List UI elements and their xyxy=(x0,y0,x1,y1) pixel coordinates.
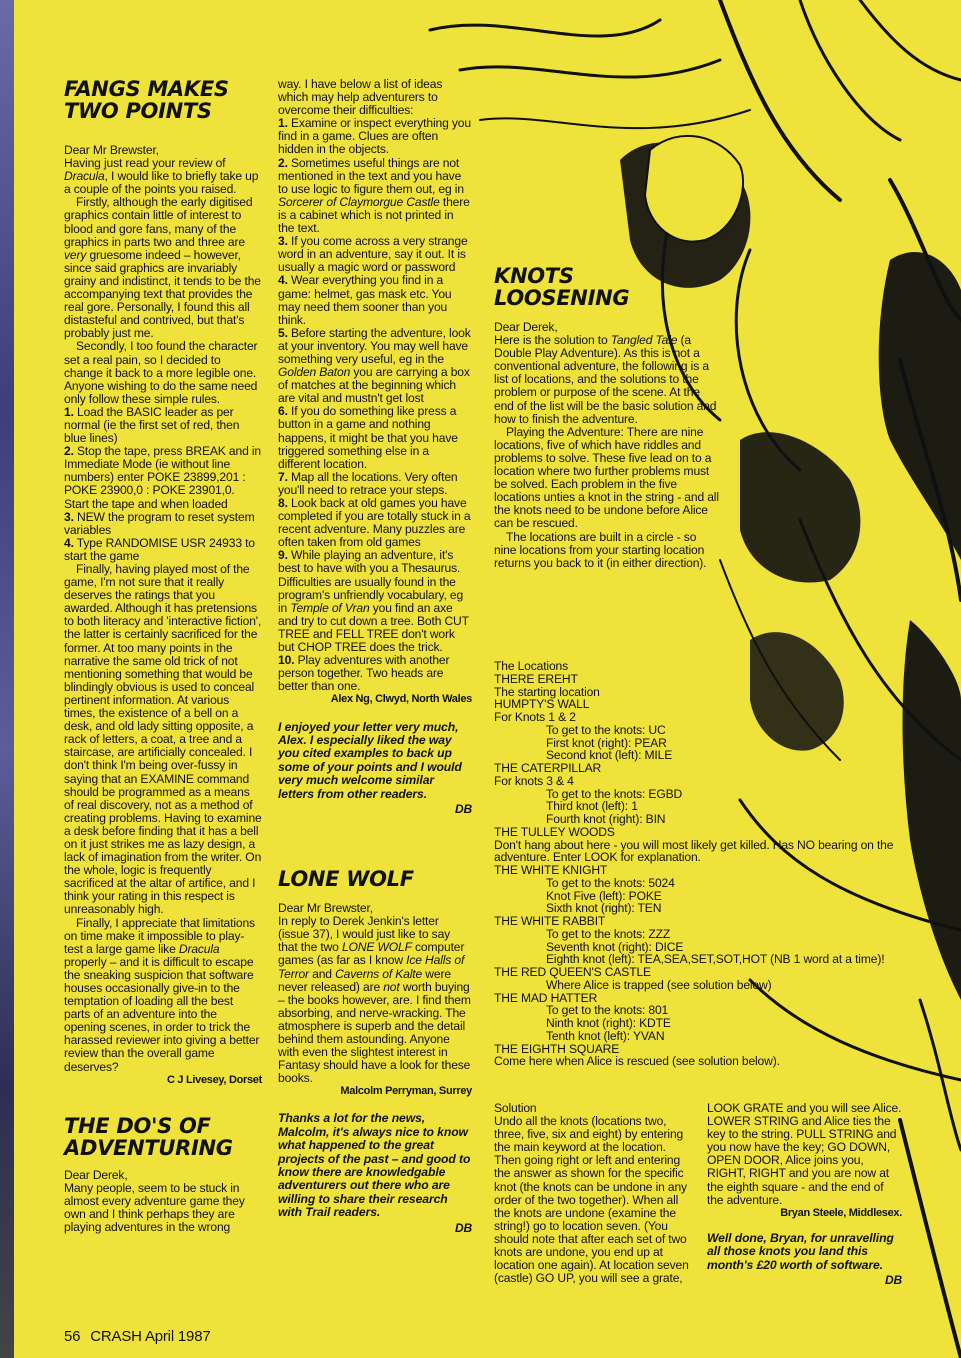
text-run: Dracula xyxy=(178,941,220,956)
location-detail: Third knot (left): 1 xyxy=(546,799,638,814)
text-run: Temple of Vran xyxy=(290,600,370,615)
editor-signature-dos: DB xyxy=(454,801,472,816)
location-detail: Knot Five (left): POKE xyxy=(546,888,662,903)
text-run: not xyxy=(383,979,400,994)
location-detail: To get to the knots: EGBD xyxy=(546,786,683,801)
text-run: Dear Mr Brewster, xyxy=(278,901,373,916)
text-run: Sometimes useful things are not mentioned in the text and you have to use logic to figure them out, eg in xyxy=(278,155,464,196)
paragraph xyxy=(278,274,472,326)
text-run: Wear everything you find in a game: helmet, gas mask etc. You may need them sooner than you think. xyxy=(278,273,452,327)
paragraph xyxy=(494,334,720,426)
paragraph xyxy=(278,654,472,693)
paragraph xyxy=(278,327,472,406)
letter-dos-body-start xyxy=(64,1169,262,1234)
text-run: In reply to Derek Jenkin's letter (issue 37), I would just like to say that the two xyxy=(278,914,451,955)
location-line: The starting location xyxy=(494,684,600,699)
letter-knots-intro xyxy=(494,321,720,570)
text-run: Many people, seem to be stuck in almost every adventure game they own and I think perhaps they are playing adventures in the wrong xyxy=(64,1180,245,1235)
text-run: , I would like to briefly take up a couple of the points you raised. xyxy=(64,169,259,197)
knots-solution-right-body xyxy=(707,1102,902,1207)
letter-fangs-body xyxy=(64,144,262,1074)
headline-fangs: FANGS MAKES TWO POINTS xyxy=(64,77,229,123)
text-run: (a Double Play Adventure). As this is not a conventional adventure, the following is a list of locations, and the solutions to the problem or purpose of the scene. At the end of the list will be the basic solution and how to finish the adventure. xyxy=(494,333,717,426)
text-run: Golden Baton xyxy=(278,365,351,380)
editor-reply-knots: Well done, Bryan, for unravelling all those knots you land this month's £20 worth of software. xyxy=(707,1230,894,1272)
paragraph xyxy=(494,531,720,570)
location-detail: To get to the knots: UC xyxy=(546,722,666,737)
text-run: Dear Derek, xyxy=(64,1167,128,1182)
column-middle xyxy=(278,78,472,1235)
paragraph xyxy=(278,117,472,156)
page-number: 56 xyxy=(64,1328,81,1345)
text-run: Type RANDOMISE USR 24933 to start the game xyxy=(64,535,255,563)
magazine-issue: CRASH April 1987 xyxy=(90,1328,211,1345)
paragraph xyxy=(64,157,262,196)
headline-knots: KNOTS LOOSENING xyxy=(494,264,630,310)
text-run: Undo all the knots (locations two, three, five, six and eight) by entering the main keyword at the location. Then going right or left and entering the answer as shown for the specific knot (the knots can be undone in any order of the two together). When all the knots are undone (examine the string!) go to location seven. (You should note that after each set of two knots are undone, you end up at location one again). At location seven (castle) GO UP, you will see a grate, xyxy=(494,1114,689,1286)
text-run: LONE WOLF xyxy=(341,940,412,955)
paragraph xyxy=(278,235,472,274)
list-number: 3. xyxy=(64,509,74,524)
paragraph xyxy=(494,1115,692,1285)
text-run: worth buying – the books however, are. I find them absorbing, and nerve-wracking. The atmosphere is superb and the detail behind them astounding. Anyone with even the slightest interest in Fantasy should have a look for these books. xyxy=(278,979,471,1086)
text-run: Map all the locations. Very often you'll need to retrace your steps. xyxy=(278,469,458,497)
list-number: 4. xyxy=(278,273,288,288)
list-number: 7. xyxy=(278,469,288,484)
location-line: THE WHITE KNIGHT xyxy=(494,863,608,877)
text-run: Caverns of Kalte xyxy=(335,966,423,981)
list-number: 6. xyxy=(278,404,288,419)
text-run: Playing the Adventure: There are nine locations, five of which have riddles and problems to solve. These five lead on to a location where two further problems must be solved. Each problem in the five locations unties a knot in the string - and all the knots need to be undone before Alice can be rescued. xyxy=(494,424,719,531)
text-run: Finally, I appreciate that limitations on time make it impossible to play-test a large game like xyxy=(64,915,255,956)
list-number: 1. xyxy=(278,116,288,131)
list-number: 2. xyxy=(64,444,74,459)
text-run: Dear Mr Brewster, xyxy=(64,143,159,157)
text-run: Tangled Tale xyxy=(610,333,678,348)
paragraph xyxy=(64,406,262,445)
headline-lonewolf: LONE WOLF xyxy=(278,867,414,892)
text-run: NEW the program to reset system variables xyxy=(64,509,255,537)
location-line: THE RED QUEEN'S CASTLE xyxy=(494,965,651,979)
text-run: Here is the solution to xyxy=(494,333,611,348)
location-line: Don't hang about here - you will most likely get killed. Has NO bearing on the adventure. Enter LOOK for explanation. xyxy=(494,837,894,865)
location-line: THE MAD HATTER xyxy=(494,990,598,1005)
location-line: HUMPTY'S WALL xyxy=(494,697,590,712)
text-run: you are carrying a box of matches at the beginning which are vital and mustn't get lost xyxy=(278,365,470,406)
location-line: THERE EREHT xyxy=(494,671,578,686)
paragraph xyxy=(64,445,262,510)
editor-signature-lonewolf: DB xyxy=(454,1220,472,1235)
paragraph xyxy=(64,537,262,563)
list-number: 2. xyxy=(278,155,288,170)
text-run: Load the BASIC leader as per normal (ie the first set of red, then blue lines) xyxy=(64,404,240,446)
text-run: gruesome indeed – however, since said graphics are invariably grainy and indistinct, it tends to be the accompanying text that provides the real gore. Personally, I found this all distasteful and contrived, but that's probably just me. xyxy=(64,247,261,341)
text-run: computer games (as far as I know xyxy=(278,940,465,968)
paragraph xyxy=(64,563,262,917)
column-knots xyxy=(494,265,720,570)
location-line: For knots 3 & 4 xyxy=(494,773,574,788)
paragraph xyxy=(278,915,472,1085)
text-run: and xyxy=(308,966,336,981)
paragraph xyxy=(278,78,472,117)
text-run: Secondly, I too found the character set a real pain, so I decided to change it back to a more legible one. Anyone wishing to do the same need only follow these simple rules. xyxy=(64,339,258,406)
list-number: 4. xyxy=(64,535,74,550)
location-line: The Locations xyxy=(494,659,569,673)
text-run: Dracula xyxy=(64,169,105,184)
text-run: Before starting the adventure, look at your inventory. You may well have something very useful, eg in the xyxy=(278,325,471,366)
knots-location-list xyxy=(494,660,904,1068)
editor-reply-lonewolf: Thanks a lot for the news, Malcolm, it's always nice to know what happened to the great projects of the past – and good to know there are knowledgable adventurers out there who are willing to share their research with Trail readers. xyxy=(278,1111,471,1220)
location-line: THE CATERPILLAR xyxy=(494,761,602,775)
column-left xyxy=(64,78,262,1234)
letter-lonewolf-body xyxy=(278,902,472,1085)
text-run: LOOK GRATE and you will see Alice. LOWER STRING and Alice ties the key to the string. PULL STRING and you now have the key; GO DOWN, OPEN DOOR, Alice joins you, RIGHT, RIGHT and you are now at the eighth square - and the end of the adventure. xyxy=(707,1101,902,1207)
paragraph xyxy=(494,426,720,531)
text-run: Solution xyxy=(494,1101,537,1115)
page-footer xyxy=(64,1328,221,1345)
signature-fangs: C J Livesey, Dorset xyxy=(167,1073,262,1086)
headline-dos: THE DO'S OF ADVENTURING xyxy=(64,1113,233,1160)
location-detail: Ninth knot (right): KDTE xyxy=(546,1016,671,1030)
text-run: If you come across a very strange word in an adventure, say it out. It is usually a magic word or password xyxy=(278,234,468,275)
signature-knots: Bryan Steele, Middlesex. xyxy=(780,1206,902,1219)
text-run: Dear Derek, xyxy=(494,320,558,334)
location-line: For Knots 1 & 2 xyxy=(494,710,576,724)
letter-dos-body-continued xyxy=(278,78,472,693)
list-number: 10. xyxy=(278,653,295,668)
text-run: If you do something like press a button in a game and nothing happens, it might be that you have triggered something else in a different location. xyxy=(278,404,458,471)
text-run: The locations are built in a circle - so nine locations from your starting location returns you back to it (in either direction). xyxy=(494,529,707,570)
paragraph xyxy=(64,917,262,1074)
paragraph xyxy=(64,196,262,340)
paragraph xyxy=(64,511,262,537)
location-detail: Sixth knot (right): TEN xyxy=(546,901,662,916)
paragraph xyxy=(278,549,472,654)
text-run: While playing an adventure, it's best to have with you a Thesaurus. Difficulties are usually found in the program's unfriendly vocabulary, eg in xyxy=(278,548,464,615)
text-run: Play adventures with another person together. Two heads are better than one. xyxy=(278,653,450,694)
paragraph xyxy=(278,497,472,549)
location-detail: Seventh knot (right): DICE xyxy=(546,939,684,954)
location-detail: Fourth knot (right): BIN xyxy=(546,812,666,826)
text-run: properly – and it is difficult to escape the sneaking suspicion that software houses occasionally give-in to the temptation of loading all the best parts of an adventure into the opening scenes, in order to trick the harassed reviewer into giving a better review than the overall game deserves? xyxy=(64,954,260,1074)
text-run: Sorcerer of Claymorgue Castle xyxy=(278,194,440,209)
text-run: very xyxy=(64,247,87,262)
editor-signature-knots: DB xyxy=(884,1273,902,1288)
binding-edge xyxy=(0,0,14,1358)
location-line: Come here when Alice is rescued (see solution below). xyxy=(494,1054,780,1069)
list-number: 9. xyxy=(278,548,288,563)
text-run: were never released) are xyxy=(278,966,451,994)
list-number: 3. xyxy=(278,234,288,249)
location-detail: To get to the knots: 801 xyxy=(546,1003,669,1018)
paragraph xyxy=(64,340,262,405)
paragraph xyxy=(64,1182,262,1234)
text-run: Stop the tape, press BREAK and in Immediate Mode (ie without line numbers) enter POKE 23899,201 : POKE 23900,0 : POKE 23901,0. Start the tape and when loaded xyxy=(64,444,261,511)
list-number: 8. xyxy=(278,496,288,510)
text-run: you find an axe and try to cut down a tree. Both CUT TREE and FELL TREE don't work but CHOP TREE does the trick. xyxy=(278,600,469,655)
knots-solution-right xyxy=(707,1102,902,1287)
signature-lonewolf: Malcolm Perryman, Surrey xyxy=(340,1085,472,1098)
location-detail: Second knot (left): MILE xyxy=(546,748,673,763)
text-run: Look back at old games you have completed if you are totally stuck in a recent adventure. Many puzzles are often taken from old games xyxy=(278,496,471,550)
location-detail: To get to the knots: 5024 xyxy=(546,875,675,890)
paragraph xyxy=(278,157,472,236)
text-run: there is a cabinet which is not printed in the text. xyxy=(278,194,470,236)
paragraph xyxy=(278,471,472,497)
location-line: THE EIGHTH SQUARE xyxy=(494,1041,620,1056)
editor-reply-dos: I enjoyed your letter very much, Alex. I especially liked the way you cited examples to back up some of your points and I would very much welcome similar letters from other readers. xyxy=(278,719,462,801)
list-number: 1. xyxy=(64,404,74,419)
location-detail: To get to the knots: ZZZ xyxy=(546,926,671,941)
location-detail: First knot (right): PEAR xyxy=(546,735,667,750)
location-line: THE WHITE RABBIT xyxy=(494,914,606,928)
text-run: Having just read your review of xyxy=(64,156,226,171)
location-line: THE TULLEY WOODS xyxy=(494,824,615,839)
location-detail: Where Alice is trapped (see solution below) xyxy=(546,977,772,992)
paragraph xyxy=(707,1102,902,1207)
paragraph xyxy=(278,405,472,470)
location-detail: Eighth knot (left): TEA,SEA,SET,SOT,HOT (NB 1 word at a time)! xyxy=(546,952,885,967)
text-run: Examine or inspect everything you find in a game. Clues are often hidden in the objects. xyxy=(278,116,471,157)
text-run: Ice Halls of Terror xyxy=(278,953,465,981)
text-run: Firstly, although the early digitised graphics contain little of interest to blood and gore fans, many of the graphics in parts two and three are xyxy=(64,195,253,249)
list-number: 5. xyxy=(278,325,288,340)
knots-solution-left xyxy=(494,1102,692,1285)
location-detail: Tenth knot (left): YVAN xyxy=(546,1028,665,1043)
text-run: Finally, having played most of the game, I'm not sure that it really deserves the ratings that you awarded. Although it has pretensions to both literacy and 'interactive fiction', the latter is certainly sacrificed for the former. At too many points in the narrative the same old trick of not mentioning something that would be blindingly obvious is used to conceal pertinent information. At various times, the existence of a bell on a desk, and old lady sitting opposite, a rack of letters, a coat, a tree and a staircase, are artificially concealed. I don't think I'm being over-fussy in saying that an EXAMINE command should be programmed as a means of real discovery, not as a method of creating problems. Having to examine a desk before finding that it has a bell on it just strikes me as lazy design, a lack of imagination from the writer. On the whole, logic is frequently sacrificed at the altar of artifice, and I think your rating in this respect is unreasonably high. xyxy=(64,562,262,917)
signature-dos: Alex Ng, Clwyd, North Wales xyxy=(330,693,472,706)
text-run: way. I have below a list of ideas which may help adventurers to overcome their difficulties: xyxy=(278,77,443,118)
